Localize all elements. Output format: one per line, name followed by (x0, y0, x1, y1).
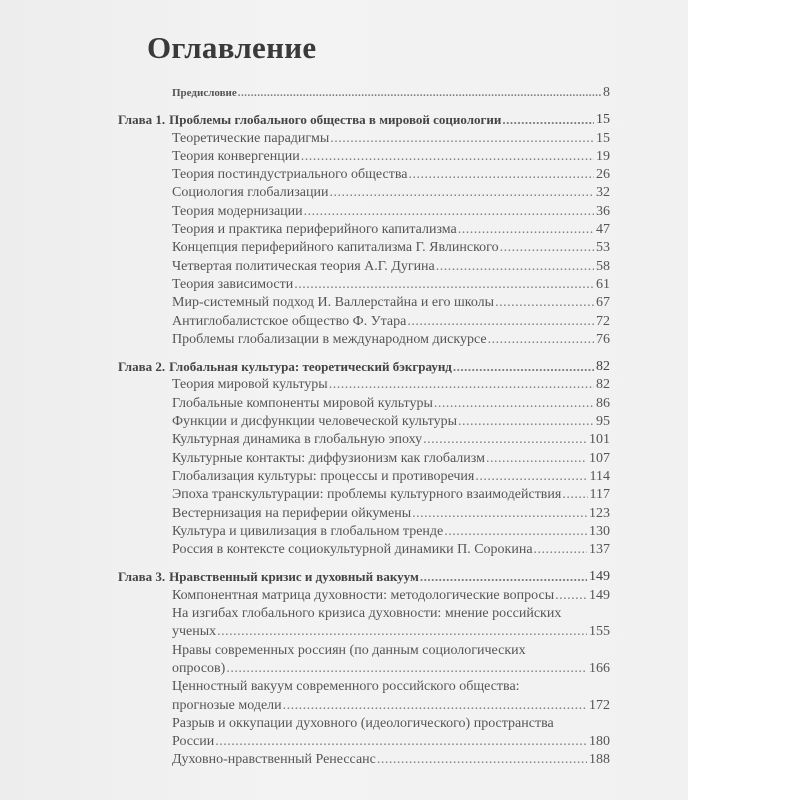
entry-page: 58 (596, 258, 610, 274)
dot-leader (443, 523, 587, 541)
dot-leader (487, 331, 594, 349)
entry-page: 107 (589, 450, 610, 466)
dot-leader (474, 468, 587, 486)
toc-entry (118, 166, 610, 184)
toc-entry (118, 431, 610, 449)
spacer (118, 102, 610, 111)
entry-title-line2: прогнозые модели (172, 697, 282, 713)
spacer (118, 349, 610, 358)
dot-leader (411, 505, 587, 523)
chapter-title: Проблемы глобального общества в мировой социологии (169, 112, 502, 128)
entry-title-line1: Нравы современных россиян (по данным социологических (172, 642, 526, 658)
dot-leader (328, 184, 594, 202)
entry-page: 95 (596, 414, 610, 430)
toc-entry (118, 276, 610, 294)
dot-leader (433, 395, 594, 413)
dot-leader (554, 587, 587, 605)
entry-title: Культурная динамика в глобальную эпоху (172, 432, 423, 448)
entry-title: Теория мировой культуры (172, 377, 328, 393)
entry-title-line1: На изгибах глобального кризиса духовности: мнение российских (172, 606, 562, 622)
dot-leader (485, 450, 587, 468)
dot-leader (216, 623, 587, 641)
dot-leader (422, 431, 587, 449)
toc-entry (118, 331, 610, 349)
toc-entry (118, 541, 610, 559)
entry-page: 61 (596, 276, 610, 292)
entry-title: Теория и практика периферийного капитализма (172, 222, 457, 238)
entry-page: 130 (589, 523, 610, 539)
entry-page: 117 (589, 487, 610, 503)
entry-page: 172 (589, 697, 610, 713)
dot-leader (214, 733, 587, 751)
toc-entry (118, 221, 610, 239)
entry-page: 123 (589, 505, 610, 521)
dot-leader (407, 166, 594, 184)
toc-entry (118, 751, 610, 769)
dot-leader (457, 413, 594, 431)
entry-page: 166 (589, 660, 610, 676)
entry-title: Теория конвергенции (172, 148, 300, 164)
dot-leader (452, 358, 594, 376)
entry-page: 155 (589, 624, 610, 640)
entry-page: 19 (596, 148, 610, 164)
dot-leader (499, 239, 594, 257)
toc-chapter-heading (118, 358, 610, 376)
dot-leader (303, 203, 594, 221)
toc-entry (118, 395, 610, 413)
entry-title: Мир-системный подход И. Валлерстайна и его школы (172, 295, 495, 311)
entry-title-line2: России (172, 734, 215, 750)
entry-page: 32 (596, 185, 610, 201)
entry-page: 8 (603, 85, 610, 100)
toc-entry (118, 376, 610, 394)
entry-title: Четвертая политическая теория А.Г. Дугина (172, 258, 435, 274)
chapter-page: 149 (589, 569, 610, 585)
entry-title-line2: ученых (172, 624, 217, 640)
entry-page: 82 (596, 377, 610, 393)
dot-leader (376, 751, 587, 769)
entry-page: 76 (596, 331, 610, 347)
chapter-label: Глава 3. (118, 569, 166, 585)
dot-leader (533, 541, 587, 559)
entry-title: Предисловие (172, 87, 237, 99)
entry-title: Культура и цивилизация в глобальном тренде (172, 523, 444, 539)
dot-leader (237, 84, 601, 102)
entry-page: 149 (589, 587, 610, 603)
entry-page: 72 (596, 313, 610, 329)
entry-page: 180 (589, 734, 610, 750)
entry-title: Концепция периферийного капитализма Г. Явлинского (172, 240, 499, 256)
toc-chapter-heading (118, 111, 610, 129)
entry-title: Теория постиндустриального общества (172, 167, 408, 183)
entry-page: 114 (589, 468, 610, 484)
entry-title: Эпоха транскультурации: проблемы культурного взаимодействия (172, 487, 562, 503)
dot-leader (435, 258, 594, 276)
chapter-title: Нравственный кризис и духовный вакуум (169, 569, 419, 585)
entry-title: Культурные контакты: диффузионизм как глобализм (172, 450, 485, 466)
toc-entry (118, 239, 610, 257)
entry-title: Теория зависимости (172, 276, 294, 292)
entry-title: Глобальные компоненты мировой культуры (172, 395, 433, 411)
entry-title: Теоретические парадигмы (172, 130, 330, 146)
entry-page: 188 (589, 752, 610, 768)
entry-title: Теория модернизации (172, 203, 303, 219)
entry-page: 101 (589, 432, 610, 448)
toc-entry (118, 184, 610, 202)
toc-entry (118, 413, 610, 431)
toc-entry (118, 450, 610, 468)
dot-leader (300, 148, 594, 166)
dot-leader (406, 313, 594, 331)
toc-entry (118, 203, 610, 221)
toc-entry (118, 697, 610, 715)
entry-title-line1: Ценностный вакуум современного российского общества: (172, 679, 520, 695)
entry-title: Проблемы глобализации в международном дискурсе (172, 331, 487, 347)
entry-title-line2: опросов) (172, 660, 226, 676)
spacer (118, 559, 610, 568)
entry-page: 26 (596, 167, 610, 183)
entry-title: Антиглобалистское общество Ф. Утара (172, 313, 407, 329)
toc-entry (118, 587, 610, 605)
table-of-contents (118, 84, 610, 770)
toc-entry-preface (118, 84, 610, 102)
entry-title-line1: Разрыв и оккупации духовного (идеологического) пространства (172, 715, 554, 731)
dot-leader (293, 276, 594, 294)
toc-chapter-heading (118, 568, 610, 586)
entry-title: Функции и дисфункции человеческой культуры (172, 414, 458, 430)
dot-leader (225, 660, 587, 678)
toc-entry (118, 294, 610, 312)
dot-leader (457, 221, 594, 239)
entry-page: 67 (596, 295, 610, 311)
toc-entry (118, 660, 610, 678)
entry-title: Россия в контексте социокультурной динамики П. Сорокина (172, 542, 533, 558)
dot-leader (328, 376, 594, 394)
dot-leader (561, 486, 587, 504)
entry-page: 137 (589, 542, 610, 558)
dot-leader (282, 697, 587, 715)
dot-leader (419, 568, 587, 586)
entry-page: 36 (596, 203, 610, 219)
toc-entry (118, 505, 610, 523)
dot-leader (501, 111, 594, 129)
chapter-page: 15 (596, 112, 610, 128)
chapter-title: Глобальная культура: теоретический бэкграунд (169, 359, 452, 375)
chapter-label: Глава 1. (118, 112, 166, 128)
dot-leader (494, 294, 594, 312)
dot-leader (329, 130, 594, 148)
entry-page: 47 (596, 222, 610, 238)
entry-title: Компонентная матрица духовности: методологические вопросы (172, 587, 555, 603)
entry-title: Социология глобализации (172, 185, 329, 201)
entry-page: 86 (596, 395, 610, 411)
toc-entry (118, 148, 610, 166)
entry-title: Глобализация культуры: процессы и противоречия (172, 468, 475, 484)
toc-entry (118, 130, 610, 148)
chapter-label: Глава 2. (118, 359, 166, 375)
toc-entry (118, 623, 610, 641)
page-title: Оглавление (147, 30, 317, 65)
chapters (118, 102, 610, 769)
entry-title: Вестернизация на периферии ойкумены (172, 505, 412, 521)
entry-title: Духовно-нравственный Ренессанс (172, 752, 376, 768)
toc-entry (118, 313, 610, 331)
toc-entry (118, 468, 610, 486)
toc-entry (118, 258, 610, 276)
toc-entry (118, 733, 610, 751)
entry-page: 15 (596, 130, 610, 146)
chapter-page: 82 (596, 359, 610, 375)
toc-entry (118, 523, 610, 541)
entry-page: 53 (596, 240, 610, 256)
toc-entry (118, 486, 610, 504)
